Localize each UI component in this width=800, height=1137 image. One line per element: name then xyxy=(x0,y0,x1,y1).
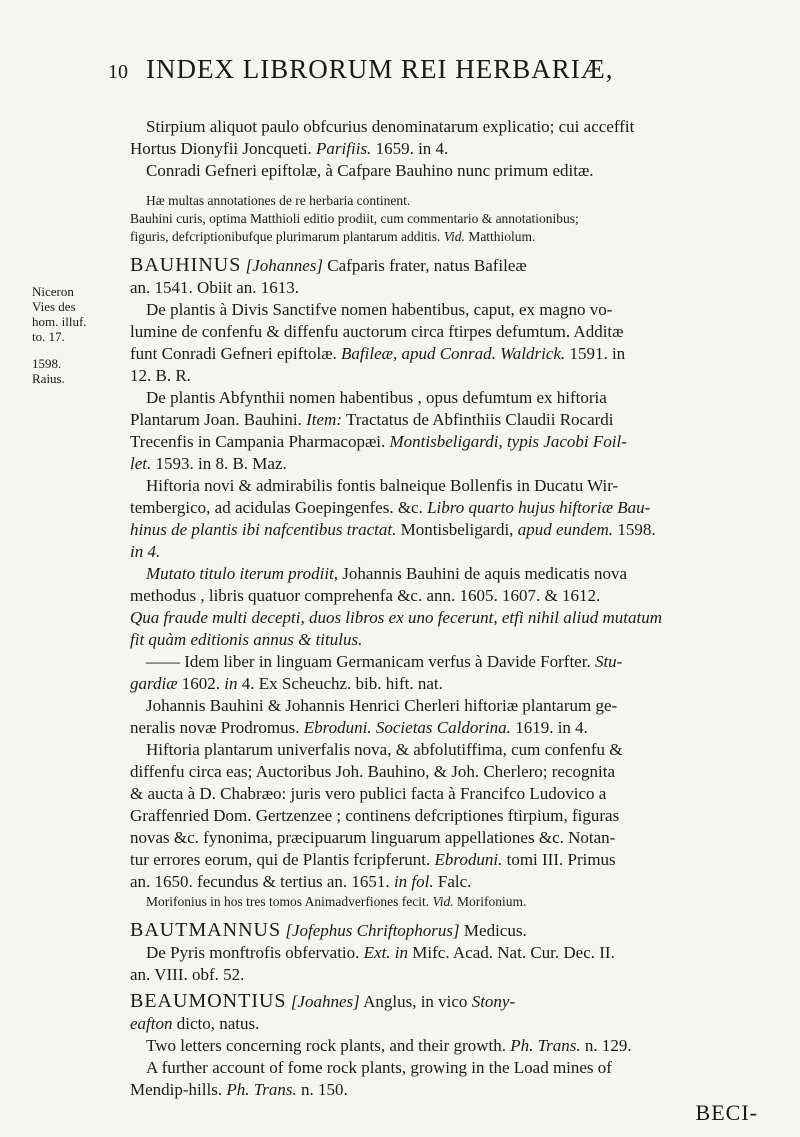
entry-line: Stirpium aliquot paulo obfcurius denominatarum explicatio; cui acceffit xyxy=(146,117,635,136)
entry-line: an. 1650. fecundus & tertius an. 1651. in fol. Falc. xyxy=(130,872,472,891)
margin-line: hom. illuf. xyxy=(32,314,87,329)
entry-line: —— Idem liber in linguam Germanicam verfus à Davide Forfter. Stu- xyxy=(146,652,623,671)
entry-line: gardiæ 1602. in 4. Ex Scheuchz. bib. hift. nat. xyxy=(130,674,443,693)
entry-line: De plantis Abfynthii nomen habentibus , opus defumtum ex hiftoria xyxy=(146,388,607,407)
entry-line: in 4. xyxy=(130,542,161,561)
margin-line: Niceron xyxy=(32,284,74,299)
entry-line: Hiftoria plantarum univerfalis nova, & abfolutiffima, cum confenfu & xyxy=(146,740,623,759)
page-header xyxy=(108,54,748,85)
margin-line: to. 17. xyxy=(32,329,65,344)
entry-line: an. VIII. obf. 52. xyxy=(130,965,245,984)
entry-line: Two letters concerning rock plants, and their growth. Ph. Trans. n. 129. xyxy=(146,1036,632,1055)
note-line: figuris, defcriptionibufque plurimarum plantarum additis. Vid. Matthiolum. xyxy=(130,229,536,244)
margin-note-niceron xyxy=(32,284,87,344)
entry-line: funt Conradi Gefneri epiftolæ. Bafileæ, apud Conrad. Waldrick. 1591. in xyxy=(130,344,626,363)
entry-line: an. 1541. Obiit an. 1613. xyxy=(130,278,300,297)
entry-line: A further account of fome rock plants, growing in the Load mines of xyxy=(146,1058,612,1077)
entry-line: Graffenried Dom. Gertzenzee ; continens defcriptiones ftirpium, figuras xyxy=(130,806,620,825)
note-line: Hæ multas annotationes de re herbaria continent. xyxy=(146,193,411,208)
margin-line: Raius. xyxy=(32,371,65,386)
entry-line: Mendip-hills. Ph. Trans. n. 150. xyxy=(130,1080,348,1099)
note-line: Bauhini curis, optima Matthioli editio prodiit, cum commentario & annotationibus; xyxy=(130,211,579,226)
entry-line: diffenfu circa eas; Auctoribus Joh. Bauhino, & Joh. Cherlero; recognita xyxy=(130,762,616,781)
entry-line: Qua fraude multi decepti, duos libros ex uno fecerunt, etfi nihil aliud mutatum xyxy=(130,608,662,627)
entry-line: let. 1593. in 8. B. Maz. xyxy=(130,454,287,473)
entry-line: 12. B. R. xyxy=(130,366,191,385)
main-text xyxy=(130,116,770,1101)
entry-line: Hortus Dionyfii Joncqueti. Parifiis. 1659. in 4. xyxy=(130,139,449,158)
entry-line: Plantarum Joan. Bauhini. Item: Tractatus de Abfinthiis Claudii Rocardi xyxy=(130,410,614,429)
author-heading-bautmannus: BAUTMANNUS [Jofephus Chriftophorus] Medicus. xyxy=(130,919,527,941)
entry-line: Hiftoria novi & admirabilis fontis balneique Bollenfis in Ducatu Wir- xyxy=(146,476,619,495)
entry-line: Mutato titulo iterum prodiit, Johannis Bauhini de aquis medicatis nova xyxy=(146,564,627,583)
entry-line: hinus de plantis ibi nafcentibus tractat. Montisbeligardi, apud eundem. 1598. xyxy=(130,520,656,539)
entry-line: De plantis à Divis Sanctifve nomen habentibus, caput, ex magno vo- xyxy=(146,300,613,319)
author-heading-bauhinus: BAUHINUS [Johannes] Cafparis frater, natus Bafileæ xyxy=(130,254,527,276)
margin-note-raius xyxy=(32,356,65,386)
catchword: BECI- xyxy=(695,1100,758,1125)
entry-line: De Pyris monftrofis obfervatio. Ext. in Mifc. Acad. Nat. Cur. Dec. II. xyxy=(146,943,615,962)
entry-line: tur errores eorum, qui de Plantis fcripferunt. Ebroduni. tomi III. Primus xyxy=(130,850,616,869)
entry-line: methodus , libris quatuor comprehenfa &c. ann. 1605. 1607. & 1612. xyxy=(130,586,601,605)
entry-line: Trecenfis in Campania Pharmacopæi. Montisbeligardi, typis Jacobi Foil- xyxy=(130,432,627,451)
entry-line: Johannis Bauhini & Johannis Henrici Cherleri hiftoriæ plantarum ge- xyxy=(146,696,618,715)
entry-line: tembergico, ad acidulas Goepingenfes. &c. Libro quarto hujus hiftoriæ Bau- xyxy=(130,498,651,517)
author-heading-beaumontius: BEAUMONTIUS [Joahnes] Anglus, in vico Stony- xyxy=(130,990,516,1012)
entry-line: neralis novæ Prodromus. Ebroduni. Societas Caldorina. 1619. in 4. xyxy=(130,718,588,737)
margin-line: 1598. xyxy=(32,356,62,371)
entry-line: lumine de confenfu & diffenfu auctorum circa ftirpes defumtum. Additæ xyxy=(130,322,624,341)
entry-line: fit quàm editionis annus & titulus. xyxy=(130,630,363,649)
entry-line: novas &c. fynonima, præcipuarum linguarum appellationes &c. Notan- xyxy=(130,828,616,847)
margin-line: Vies des xyxy=(32,299,76,314)
note-line: Morifonius in hos tres tomos Animadverfiones fecit. Vid. Morifonium. xyxy=(146,894,527,909)
entry-line: Conradi Gefneri epiftolæ, à Cafpare Bauhino nunc primum editæ. xyxy=(146,161,594,180)
page-title: INDEX LIBRORUM REI HERBARIÆ, xyxy=(146,54,614,84)
page-number: 10 xyxy=(108,61,128,83)
entry-line: & aucta à D. Chabræo: juris vero publici facta à Francifco Ludovico a xyxy=(130,784,607,803)
entry-line: eafton dicto, natus. xyxy=(130,1014,260,1033)
